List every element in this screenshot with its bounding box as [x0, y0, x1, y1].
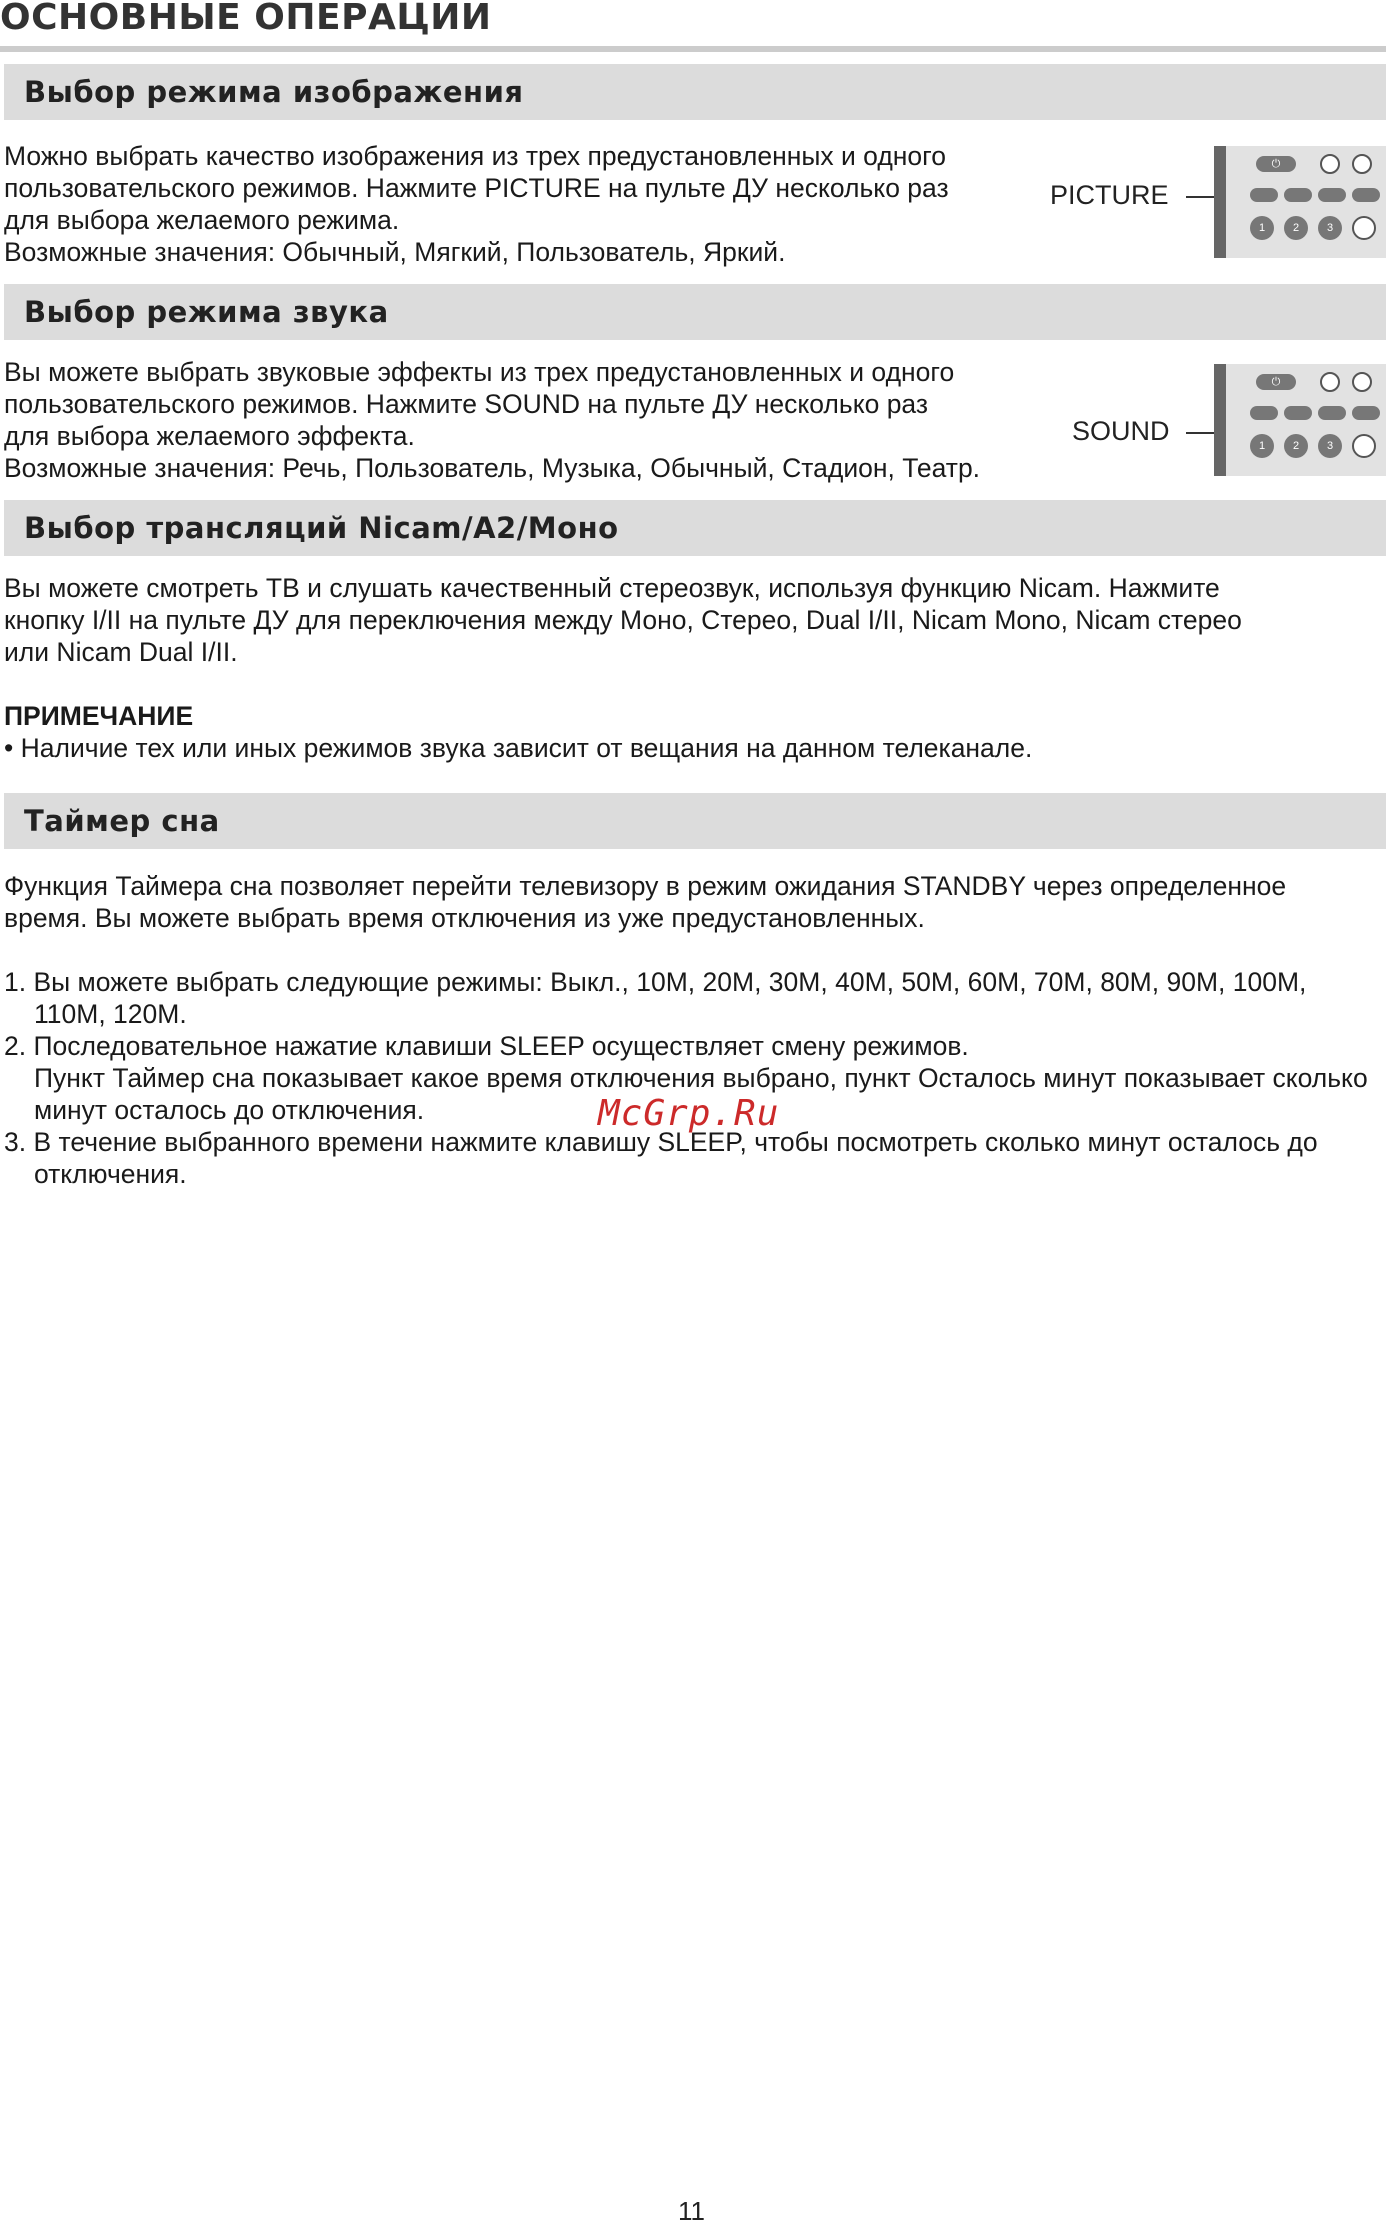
- sound-line: Вы можете выбрать звуковые эффекты из трех предустановленных и одного: [4, 357, 955, 387]
- page-number: 11: [678, 2196, 705, 2226]
- remote-number-button-icon: 2: [1284, 216, 1308, 240]
- title-divider: [0, 46, 1386, 52]
- remote-picture-button-icon: [1250, 406, 1278, 420]
- remote-power-button-icon: ⏻: [1256, 374, 1296, 390]
- page-title: ОСНОВНЫЕ ОПЕРАЦИИ: [0, 0, 492, 38]
- sleep-line: Функция Таймера сна позволяет перейти телевизору в режим ожидания STANDBY через определенное: [4, 871, 1287, 901]
- nicam-description: [4, 572, 1374, 764]
- section-heading-sound: [4, 284, 1386, 340]
- remote-number-button-icon: 1: [1250, 434, 1274, 458]
- remote-label-picture: PICTURE: [1050, 180, 1169, 210]
- remote-control-sound-illustration: [1214, 364, 1386, 476]
- remote-number-button-icon: 2: [1284, 434, 1308, 458]
- list-item: Пункт Таймер сна показывает какое время отключения выбрано, пункт Осталось минут показывает сколько минут осталось до отключения.: [34, 1063, 1368, 1125]
- section-heading-picture: [4, 64, 1386, 120]
- remote-tv-button-icon: [1352, 188, 1380, 202]
- remote-round-button-icon: [1320, 154, 1340, 174]
- list-item: 3. В течение выбранного времени нажмите клавишу SLEEP, чтобы посмотреть сколько минут осталось до отключения.: [4, 1127, 1318, 1189]
- remote-round-button-icon: [1352, 434, 1376, 458]
- list-item: 2. Последовательное нажатие клавиши SLEEP осуществляет смену режимов.: [4, 1031, 969, 1061]
- remote-zoom-button-icon: [1318, 406, 1346, 420]
- picture-description: [4, 140, 1034, 268]
- section-heading-nicam: [4, 500, 1386, 556]
- remote-sound-button-icon: [1284, 188, 1312, 202]
- remote-label-sound: SOUND: [1072, 416, 1170, 446]
- remote-number-button-icon: 3: [1318, 434, 1342, 458]
- section-heading-nicam-text: Выбор трансляций Nicam/A2/Моно: [24, 511, 619, 545]
- nicam-line: Вы можете смотреть ТВ и слушать качественный стереозвук, используя функцию Nicam. Нажмите: [4, 573, 1220, 603]
- sound-line: для выбора желаемого эффекта.: [4, 421, 415, 451]
- section-heading-picture-text: Выбор режима изображения: [24, 75, 524, 109]
- remote-number-button-icon: 1: [1250, 216, 1274, 240]
- remote-control-picture-illustration: [1214, 146, 1386, 258]
- sleep-mode-list: [4, 966, 1380, 1190]
- remote-tv-button-icon: [1352, 406, 1380, 420]
- sleep-line: время. Вы можете выбрать время отключения из уже предустановленных.: [4, 903, 925, 933]
- remote-round-button-icon: [1320, 372, 1340, 392]
- remote-sound-button-icon: [1284, 406, 1312, 420]
- section-heading-sleep: [4, 793, 1386, 849]
- picture-line: пользовательского режимов. Нажмите PICTURE на пульте ДУ несколько раз: [4, 173, 949, 203]
- remote-round-button-icon: [1352, 216, 1376, 240]
- section-heading-sound-text: Выбор режима звука: [24, 295, 389, 329]
- picture-line: для выбора желаемого режима.: [4, 205, 400, 235]
- remote-picture-button-icon: [1250, 188, 1278, 202]
- remote-round-button-icon: [1352, 154, 1372, 174]
- remote-number-button-icon: 3: [1318, 216, 1342, 240]
- note-text: • Наличие тех или иных режимов звука зависит от вещания на данном телеканале.: [4, 733, 1033, 763]
- watermark-logo: McGrp.Ru: [598, 1093, 780, 1134]
- remote-zoom-button-icon: [1318, 188, 1346, 202]
- sound-line: пользовательского режимов. Нажмите SOUND на пульте ДУ несколько раз: [4, 389, 929, 419]
- sound-line: Возможные значения: Речь, Пользователь, Музыка, Обычный, Стадион, Театр.: [4, 453, 981, 483]
- sound-description: [4, 356, 1064, 484]
- remote-power-button-icon: ⏻: [1256, 156, 1296, 172]
- list-item: 1. Вы можете выбрать следующие режимы: Выкл., 10M, 20M, 30M, 40M, 50M, 60M, 70M, 80M, 90M, 100M, 110M, 120M.: [4, 967, 1307, 1029]
- picture-line: Возможные значения: Обычный, Мягкий, Пользователь, Яркий.: [4, 237, 786, 267]
- nicam-line: кнопку I/II на пульте ДУ для переключения между Моно, Стерео, Dual I/II, Nicam Mono, Nicam стерео: [4, 605, 1242, 635]
- section-heading-sleep-text: Таймер сна: [24, 804, 220, 838]
- remote-round-button-icon: [1352, 372, 1372, 392]
- picture-line: Можно выбрать качество изображения из трех предустановленных и одного: [4, 141, 946, 171]
- note-heading: ПРИМЕЧАНИЕ: [4, 701, 194, 731]
- nicam-line: или Nicam Dual I/II.: [4, 637, 238, 667]
- sleep-description: [4, 870, 1380, 1190]
